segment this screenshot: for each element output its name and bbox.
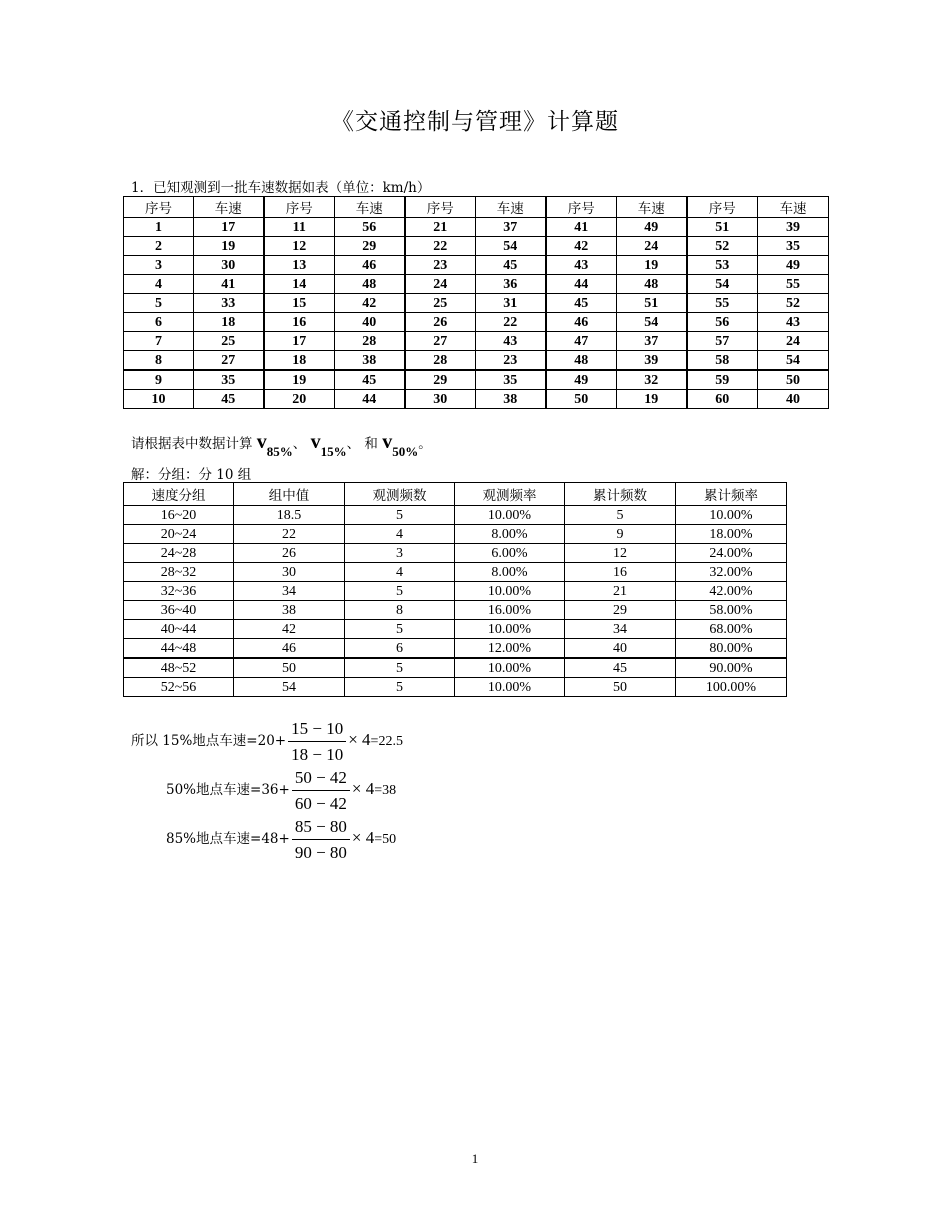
cumulative-count-cell: 34: [565, 620, 676, 639]
speed-cell: 37: [617, 332, 687, 351]
index-cell: 52: [687, 237, 758, 256]
header-observed-count: 观测频数: [345, 483, 455, 506]
cumulative-freq-cell: 10.00%: [676, 506, 787, 525]
cumulative-count-cell: 29: [565, 601, 676, 620]
fraction: [288, 719, 346, 765]
formula-label: 所以 15%地点车速=20+: [131, 733, 287, 750]
header-group-mid: 组中值: [234, 483, 345, 506]
speed-cell: 30: [194, 256, 264, 275]
speed-group-cell: 44~48: [124, 639, 234, 659]
speed-cell: 43: [758, 313, 829, 332]
page-title: 《交通控制与管理》计算题: [331, 109, 619, 135]
cumulative-count-cell: 12: [565, 544, 676, 563]
index-cell: 21: [405, 218, 476, 237]
v-symbol: v: [382, 431, 393, 453]
speed-cell: 49: [617, 218, 687, 237]
speed-cell: 45: [335, 370, 405, 390]
fraction: [292, 817, 350, 863]
table-row: [124, 678, 787, 697]
speed-cell: 39: [617, 351, 687, 371]
speed-cell: 35: [194, 370, 264, 390]
speed-cell: 48: [617, 275, 687, 294]
index-cell: 28: [405, 351, 476, 371]
speed-cell: 56: [335, 218, 405, 237]
question-prompt: [131, 431, 432, 460]
table-row: [124, 351, 829, 371]
index-cell: 29: [405, 370, 476, 390]
header-index: 序号: [687, 197, 758, 218]
freq-table-header-row: [124, 483, 787, 506]
frequency-table: [123, 482, 787, 697]
speed-group-cell: 24~28: [124, 544, 234, 563]
table-row: [124, 563, 787, 582]
index-cell: 26: [405, 313, 476, 332]
question-1-text: 1．已知观测到一批车速数据如表（单位：km/h）: [131, 180, 431, 196]
speed-cell: 51: [617, 294, 687, 313]
observed-count-cell: 6: [345, 639, 455, 659]
observed-freq-cell: 10.00%: [455, 506, 565, 525]
subscript-85: 85%: [266, 444, 293, 459]
table-row: [124, 370, 829, 390]
speed-group-cell: 36~40: [124, 601, 234, 620]
observed-count-cell: 5: [345, 506, 455, 525]
observed-freq-cell: 16.00%: [455, 601, 565, 620]
index-cell: 41: [546, 218, 617, 237]
observed-count-cell: 5: [345, 620, 455, 639]
formula-result: =22.5: [370, 734, 403, 750]
speed-cell: 35: [758, 237, 829, 256]
cumulative-freq-cell: 58.00%: [676, 601, 787, 620]
index-cell: 57: [687, 332, 758, 351]
fraction-denominator: 60 − 42: [294, 794, 347, 813]
speed-cell: 29: [335, 237, 405, 256]
index-cell: 8: [124, 351, 194, 371]
speed-cell: 35: [476, 370, 546, 390]
index-cell: 55: [687, 294, 758, 313]
table-row: [124, 294, 829, 313]
observed-freq-cell: 8.00%: [455, 525, 565, 544]
observed-freq-cell: 10.00%: [455, 620, 565, 639]
table-row: [124, 218, 829, 237]
table-row: [124, 275, 829, 294]
index-cell: 42: [546, 237, 617, 256]
cumulative-freq-cell: 42.00%: [676, 582, 787, 601]
speed-cell: 23: [476, 351, 546, 371]
table-row: [124, 256, 829, 275]
page-number: 1: [471, 1151, 479, 1166]
table-row: [124, 332, 829, 351]
index-cell: 56: [687, 313, 758, 332]
group-mid-cell: 30: [234, 563, 345, 582]
table-row: [124, 620, 787, 639]
index-cell: 45: [546, 294, 617, 313]
speed-cell: 38: [335, 351, 405, 371]
multiplier: × 4: [348, 730, 371, 750]
cumulative-count-cell: 16: [565, 563, 676, 582]
speed-cell: 50: [758, 370, 829, 390]
index-cell: 11: [264, 218, 335, 237]
speed-cell: 45: [194, 390, 264, 409]
speed-group-cell: 28~32: [124, 563, 234, 582]
observed-count-cell: 5: [345, 658, 455, 678]
cumulative-freq-cell: 18.00%: [676, 525, 787, 544]
index-cell: 50: [546, 390, 617, 409]
header-index: 序号: [124, 197, 194, 218]
multiplier: × 4: [351, 779, 375, 799]
header-speed: 车速: [335, 197, 405, 218]
speed-cell: 31: [476, 294, 546, 313]
cumulative-count-cell: 5: [565, 506, 676, 525]
cumulative-count-cell: 40: [565, 639, 676, 659]
index-cell: 22: [405, 237, 476, 256]
index-cell: 25: [405, 294, 476, 313]
separator: 、: [292, 436, 307, 452]
speed-cell: 41: [194, 275, 264, 294]
speed-cell: 49: [758, 256, 829, 275]
speed-cell: 52: [758, 294, 829, 313]
header-cumulative-count: 累计频数: [565, 483, 676, 506]
cumulative-freq-cell: 24.00%: [676, 544, 787, 563]
fraction-denominator: 18 − 10: [291, 745, 344, 764]
speed-cell: 37: [476, 218, 546, 237]
speed-cell: 54: [617, 313, 687, 332]
group-mid-cell: 50: [234, 658, 345, 678]
speed-cell: 18: [194, 313, 264, 332]
header-index: 序号: [405, 197, 476, 218]
cumulative-count-cell: 50: [565, 678, 676, 697]
cumulative-count-cell: 21: [565, 582, 676, 601]
cumulative-freq-cell: 100.00%: [676, 678, 787, 697]
speed-cell: 32: [617, 370, 687, 390]
table-row: [124, 639, 787, 659]
speed-data-table: [123, 196, 829, 409]
formula-label: 50%地点车速=36+: [166, 782, 290, 799]
speed-group-cell: 48~52: [124, 658, 234, 678]
speed-cell: 38: [476, 390, 546, 409]
header-speed: 车速: [476, 197, 546, 218]
index-cell: 47: [546, 332, 617, 351]
index-cell: 58: [687, 351, 758, 371]
speed-cell: 36: [476, 275, 546, 294]
index-cell: 43: [546, 256, 617, 275]
speed-group-cell: 20~24: [124, 525, 234, 544]
speed-cell: 33: [194, 294, 264, 313]
multiplier: × 4: [351, 828, 375, 848]
cumulative-freq-cell: 80.00%: [676, 639, 787, 659]
index-cell: 49: [546, 370, 617, 390]
index-cell: 1: [124, 218, 194, 237]
formula-50-percent: [166, 768, 396, 814]
header-index: 序号: [546, 197, 617, 218]
observed-count-cell: 5: [345, 582, 455, 601]
index-cell: 10: [124, 390, 194, 409]
table-row: [124, 390, 829, 409]
speed-cell: 42: [335, 294, 405, 313]
speed-cell: 44: [335, 390, 405, 409]
speed-cell: 17: [194, 218, 264, 237]
group-mid-cell: 42: [234, 620, 345, 639]
group-mid-cell: 38: [234, 601, 345, 620]
speed-table-header-row: [124, 197, 829, 218]
index-cell: 30: [405, 390, 476, 409]
table-row: [124, 506, 787, 525]
observed-count-cell: 4: [345, 525, 455, 544]
observed-freq-cell: 6.00%: [455, 544, 565, 563]
index-cell: 16: [264, 313, 335, 332]
observed-freq-cell: 8.00%: [455, 563, 565, 582]
separator: 、 和: [346, 436, 378, 452]
index-cell: 48: [546, 351, 617, 371]
header-speed: 车速: [617, 197, 687, 218]
index-cell: 27: [405, 332, 476, 351]
v-symbol: v: [256, 431, 267, 453]
fraction-numerator: 85 − 80: [292, 817, 350, 840]
speed-cell: 54: [476, 237, 546, 256]
prompt-end: 。: [418, 436, 432, 452]
speed-cell: 55: [758, 275, 829, 294]
observed-count-cell: 4: [345, 563, 455, 582]
speed-cell: 46: [335, 256, 405, 275]
table-row: [124, 237, 829, 256]
speed-cell: 19: [617, 390, 687, 409]
cumulative-freq-cell: 68.00%: [676, 620, 787, 639]
fraction-numerator: 15 − 10: [288, 719, 346, 742]
speed-cell: 48: [335, 275, 405, 294]
speed-cell: 40: [335, 313, 405, 332]
header-index: 序号: [264, 197, 335, 218]
index-cell: 14: [264, 275, 335, 294]
speed-cell: 27: [194, 351, 264, 371]
table-row: [124, 544, 787, 563]
index-cell: 20: [264, 390, 335, 409]
group-mid-cell: 18.5: [234, 506, 345, 525]
index-cell: 46: [546, 313, 617, 332]
group-mid-cell: 34: [234, 582, 345, 601]
fraction-numerator: 50 − 42: [292, 768, 350, 791]
index-cell: 6: [124, 313, 194, 332]
index-cell: 2: [124, 237, 194, 256]
cumulative-count-cell: 45: [565, 658, 676, 678]
speed-cell: 19: [617, 256, 687, 275]
speed-cell: 19: [194, 237, 264, 256]
speed-cell: 24: [758, 332, 829, 351]
index-cell: 53: [687, 256, 758, 275]
index-cell: 9: [124, 370, 194, 390]
index-cell: 51: [687, 218, 758, 237]
fraction: [292, 768, 350, 814]
header-speed: 车速: [194, 197, 264, 218]
fraction-denominator: 90 − 80: [294, 843, 347, 862]
observed-count-cell: 5: [345, 678, 455, 697]
group-mid-cell: 54: [234, 678, 345, 697]
observed-freq-cell: 10.00%: [455, 658, 565, 678]
table-row: [124, 313, 829, 332]
table-row: [124, 525, 787, 544]
header-observed-freq: 观测频率: [455, 483, 565, 506]
formula-result: =38: [374, 783, 397, 799]
index-cell: 12: [264, 237, 335, 256]
group-mid-cell: 22: [234, 525, 345, 544]
v-symbol: v: [310, 431, 321, 453]
formula-label: 85%地点车速=48+: [166, 831, 290, 848]
index-cell: 3: [124, 256, 194, 275]
index-cell: 44: [546, 275, 617, 294]
speed-cell: 40: [758, 390, 829, 409]
formula-15-percent: [131, 719, 403, 765]
subscript-15: 15%: [320, 444, 347, 459]
observed-freq-cell: 12.00%: [455, 639, 565, 659]
formula-85-percent: [166, 817, 396, 863]
speed-cell: 25: [194, 332, 264, 351]
cumulative-freq-cell: 90.00%: [676, 658, 787, 678]
index-cell: 24: [405, 275, 476, 294]
speed-cell: 24: [617, 237, 687, 256]
index-cell: 15: [264, 294, 335, 313]
index-cell: 59: [687, 370, 758, 390]
subscript-50: 50%: [392, 444, 419, 459]
table-row: [124, 582, 787, 601]
observed-count-cell: 8: [345, 601, 455, 620]
speed-group-cell: 16~20: [124, 506, 234, 525]
speed-cell: 39: [758, 218, 829, 237]
prompt-prefix: 请根据表中数据计算: [131, 436, 253, 452]
speed-cell: 22: [476, 313, 546, 332]
index-cell: 19: [264, 370, 335, 390]
table-row: [124, 658, 787, 678]
index-cell: 13: [264, 256, 335, 275]
index-cell: 23: [405, 256, 476, 275]
header-speed-group: 速度分组: [124, 483, 234, 506]
speed-cell: 43: [476, 332, 546, 351]
observed-freq-cell: 10.00%: [455, 678, 565, 697]
speed-cell: 45: [476, 256, 546, 275]
speed-group-cell: 32~36: [124, 582, 234, 601]
header-speed: 车速: [758, 197, 829, 218]
index-cell: 60: [687, 390, 758, 409]
speed-cell: 28: [335, 332, 405, 351]
observed-count-cell: 3: [345, 544, 455, 563]
index-cell: 7: [124, 332, 194, 351]
formula-result: =50: [374, 832, 397, 848]
observed-freq-cell: 10.00%: [455, 582, 565, 601]
header-cumulative-freq: 累计频率: [676, 483, 787, 506]
index-cell: 18: [264, 351, 335, 371]
group-mid-cell: 46: [234, 639, 345, 659]
table-row: [124, 601, 787, 620]
speed-group-cell: 40~44: [124, 620, 234, 639]
index-cell: 5: [124, 294, 194, 313]
index-cell: 54: [687, 275, 758, 294]
cumulative-freq-cell: 32.00%: [676, 563, 787, 582]
solution-intro: 解：分组：分 10 组: [131, 467, 252, 483]
speed-group-cell: 52~56: [124, 678, 234, 697]
cumulative-count-cell: 9: [565, 525, 676, 544]
group-mid-cell: 26: [234, 544, 345, 563]
index-cell: 4: [124, 275, 194, 294]
speed-cell: 54: [758, 351, 829, 371]
index-cell: 17: [264, 332, 335, 351]
